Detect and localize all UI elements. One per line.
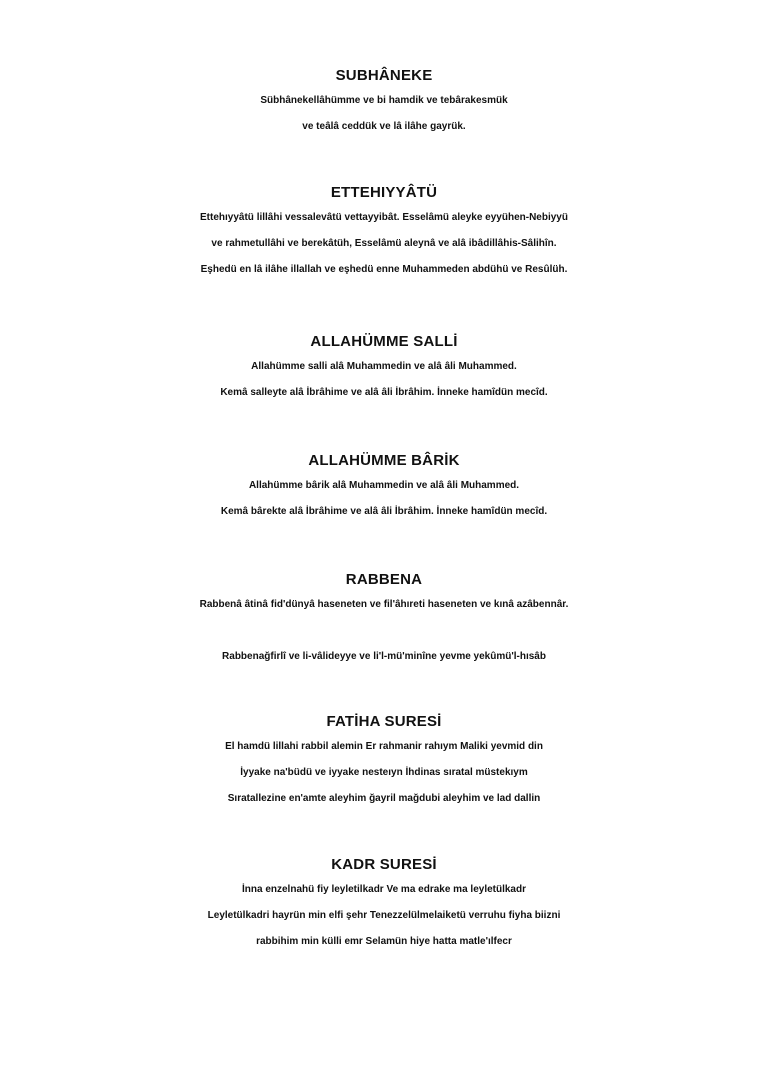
section-allahumme-salli	[0, 332, 768, 406]
prayer-line: İyyake na'büdü ve iyyake nesteıyn İhdinas sıratal müstekıym	[240, 767, 528, 778]
prayer-line: Ettehıyyâtü lillâhi vessalevâtü vettayyibât. Esselâmü aleyke eyyühen-Nebiyyü	[200, 212, 568, 223]
prayer-line: rabbihim min külli emr Selamün hiye hatta matle'ılfecr	[256, 936, 512, 947]
section-title: SUBHÂNEKE	[335, 67, 433, 84]
section-subhaneke	[0, 66, 768, 140]
prayer-line: El hamdü lillahi rabbil alemin Er rahmanir rahıym Maliki yevmid din	[225, 741, 543, 752]
section-kadr	[0, 855, 768, 955]
section-title: ALLAHÜMME BÂRİK	[308, 452, 460, 469]
section-allahumme-barik	[0, 451, 768, 525]
prayer-line: İnna enzelnahü fiy leyletilkadr Ve ma edrake ma leyletülkadr	[241, 884, 526, 895]
prayer-line: Allahümme bârik alâ Muhammedin ve alâ âli Muhammed.	[248, 480, 520, 491]
section-title: KADR SURESİ	[331, 856, 437, 873]
prayer-line: Eşhedü en lâ ilâhe illallah ve eşhedü enne Muhammeden abdühü ve Resûlüh.	[200, 264, 568, 275]
section-title: ETTEHIYYÂTÜ	[330, 184, 438, 201]
prayer-line: ve teâlâ ceddük ve lâ ilâhe gayrük.	[302, 121, 466, 132]
section-title: FATİHA SURESİ	[326, 713, 442, 730]
prayer-line: Rabbenâ âtinâ fid'dünyâ haseneten ve fil'âhıreti haseneten ve kınâ azâbennâr.	[199, 599, 569, 610]
prayer-line: Allahümme salli alâ Muhammedin ve alâ âli Muhammed.	[251, 361, 517, 372]
prayer-line: Leyletülkadri hayrün min elfi şehr Tenezzelülmelaiketü verruhu fiyha biizni	[207, 910, 561, 921]
prayer-line: Rabbenağfirlî ve li-vâlideyye ve li'l-mü'minîne yevme yekûmü'l-hısâb	[222, 651, 546, 662]
blank-line	[0, 618, 768, 644]
section-title: ALLAHÜMME SALLİ	[310, 333, 458, 350]
prayer-line: Kemâ bârekte alâ İbrâhime ve alâ âli İbrâhim. İnneke hamîdün mecîd.	[220, 506, 548, 517]
section-rabbena	[0, 570, 768, 670]
prayer-line: Sübhânekellâhümme ve bi hamdik ve tebârakesmük	[260, 95, 508, 106]
prayer-line: ve rahmetullâhi ve berekâtüh, Esselâmü aleynâ ve alâ ibâdillâhis-Sâlihîn.	[211, 238, 557, 249]
section-title: RABBENA	[345, 571, 423, 588]
section-fatiha	[0, 712, 768, 812]
prayer-line: Kemâ salleyte alâ İbrâhime ve alâ âli İbrâhim. İnneke hamîdün mecîd.	[220, 387, 548, 398]
prayer-line: Sıratallezine en'amte aleyhim ğayril mağdubi aleyhim ve lad dallin	[227, 793, 541, 804]
section-ettehiyyatu	[0, 183, 768, 283]
